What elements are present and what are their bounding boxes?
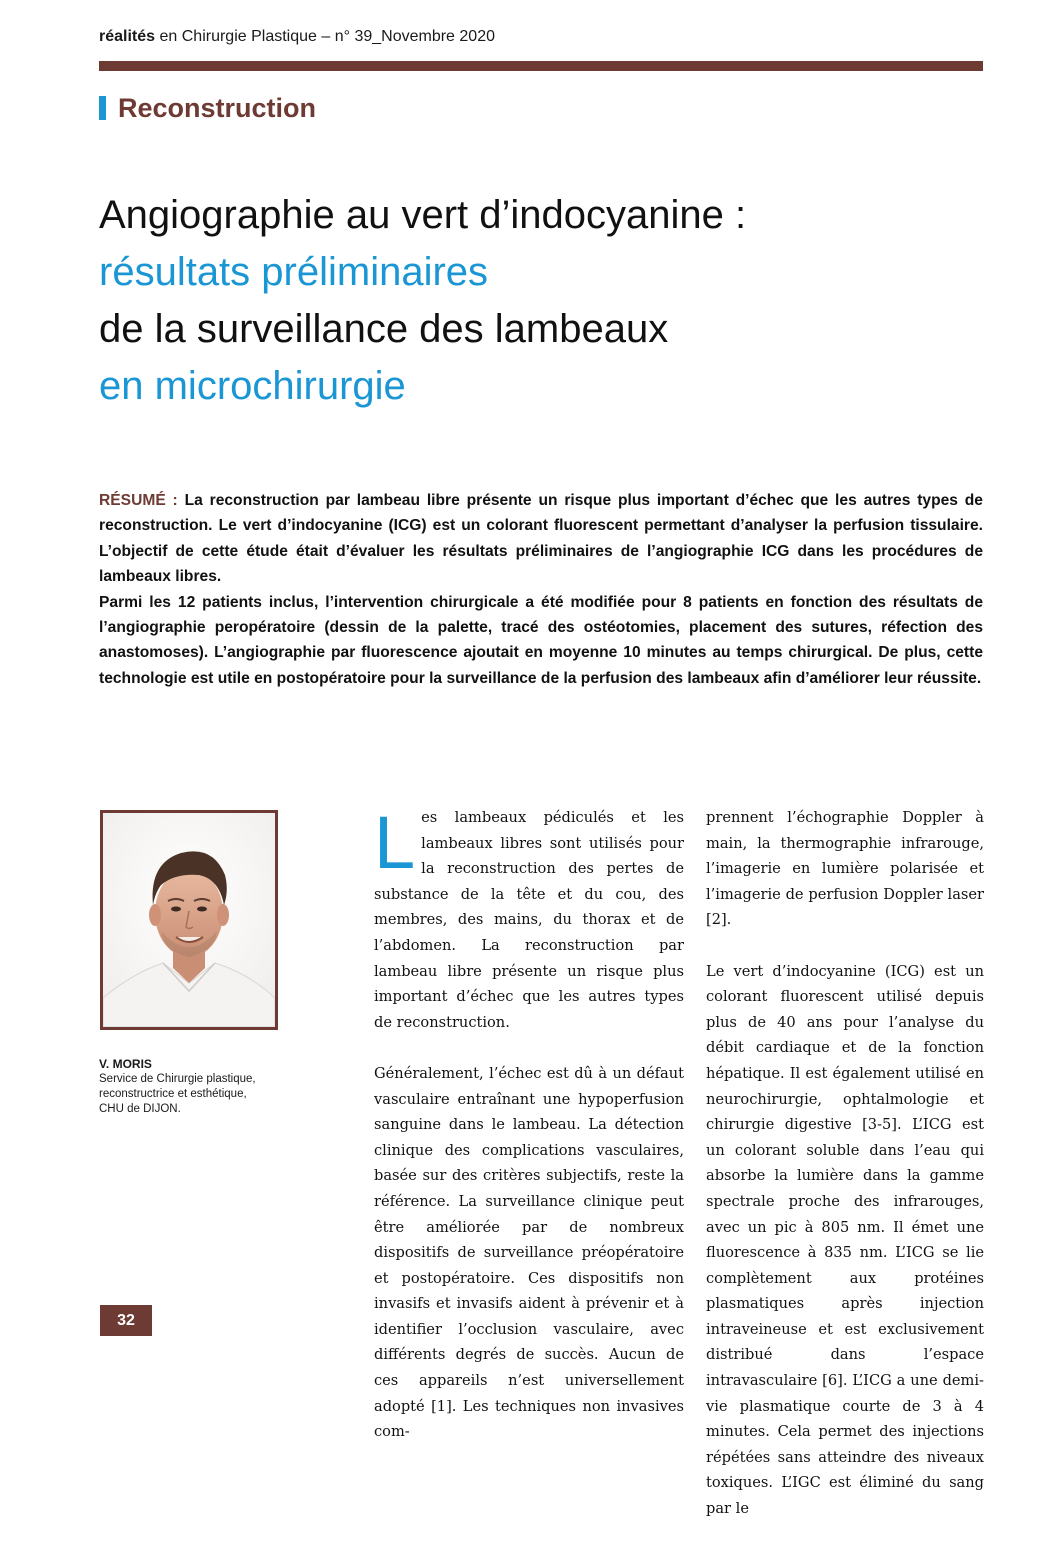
- author-name: V. MORIS: [99, 1057, 152, 1071]
- running-head: [99, 28, 495, 46]
- author-portrait-icon: [103, 813, 275, 1027]
- body-paragraph-text: es lambeaux pédiculés et les lambeaux libres sont utilisés pour la reconstruction des pertes de substance de la tête et du cou, des membres, des mains, du thorax et de l’abdomen. La reconstruction par lambeau libre présente un risque plus important d’échec que les autres types de reconstruction.: [374, 809, 684, 1031]
- drop-cap: L: [374, 801, 416, 884]
- abstract-paragraph-1: [99, 488, 983, 590]
- section-title: Reconstruction: [118, 92, 317, 123]
- body-column-right: [706, 805, 984, 1547]
- abstract-paragraph-2: Parmi les 12 patients inclus, l’intervention chirurgicale a été modifiée pour 8 patients en fonction des résultats de l’angiographie peropératoire (dessin de la palette, tracé des ostéotomies, placement des sutures, réfection des anastomoses). L’angiographie par fluorescence ajoutait en moyenne 10 minutes au temps chirurgical. De plus, cette technologie est utile en postopératoire pour la surveillance de la perfusion des lambeaux afin d’améliorer leur réussite.: [99, 593, 983, 687]
- header-rule: [99, 61, 983, 71]
- title-line-4: en microchirurgie: [99, 364, 406, 408]
- author-photo: [100, 810, 278, 1030]
- article-title: [99, 187, 746, 415]
- journal-issue: en Chirurgie Plastique – n° 39_Novembre 2020: [159, 28, 495, 45]
- title-line-3: de la surveillance des lambeaux: [99, 307, 669, 351]
- section-label: [99, 93, 316, 123]
- body-paragraph: prennent l’échographie Doppler à main, la thermographie infrarouge, l’imagerie en lumière polarisée et l’imagerie de perfusion Doppler laser [2].: [706, 809, 984, 929]
- title-line-2: résultats préliminaires: [99, 250, 489, 294]
- abstract: [99, 488, 983, 691]
- title-line-1: Angiographie au vert d’indocyanine :: [99, 193, 747, 237]
- author-affiliation-line: CHU de DIJON.: [99, 1103, 181, 1115]
- body-paragraph: Généralement, l’échec est dû à un défaut vasculaire entraînant une hypoperfusion sanguine dans le lambeau. La détection clinique des complications vasculaires, basée sur des critères subjectifs, reste la référence. La surveillance clinique peut être améliorée par de nombreux dispositifs de surveillance préopératoire et postopératoire. Ces dispositifs non invasifs et invasifs aident à prévenir et à identifier l’occlusion vasculaire, avec différents degrés de succès. Aucun de ces appareils n’est universellement adopté [1]. Les techniques non invasives com-: [374, 1064, 684, 1441]
- abstract-lead: RÉSUMÉ :: [99, 492, 178, 509]
- author-affiliation-line: reconstructrice et esthétique,: [99, 1088, 247, 1100]
- author-affiliation-line: Service de Chirurgie plastique,: [99, 1073, 256, 1085]
- section-marker: [99, 96, 106, 120]
- page-number: 32: [100, 1305, 152, 1336]
- body-paragraph: Le vert d’indocyanine (ICG) est un colorant fluorescent utilisé depuis plus de 40 ans pour l’analyse du débit cardiaque et de la fonction hépatique. Il est également utilisé en neurochirurgie, ophtalmologie et chirurgie digestive [3-5]. L’ICG est un colorant soluble dans l’eau qui absorbe la lumière dans la gamme spectrale proche des infrarouges, avec un pic à 805 nm. Il émet une fluorescence à 835 nm. L’ICG se lie complètement aux protéines plasmatiques après injection intraveineuse et est exclusivement distribué dans l’espace intravasculaire [6]. L’ICG a une demi-vie plasmatique courte de 3 à 4 minutes. Cela permet des injections répétées sans atteindre des niveaux toxiques. L’IGC est éliminé du sang par le: [706, 962, 984, 1518]
- abstract-text-1: La reconstruction par lambeau libre présente un risque plus important d’échec que les autres types de reconstruction. Le vert d’indocyanine (ICG) est un colorant fluorescent permettant d’analyser la perfusion tissulaire. L’objectif de cette étude était d’évaluer les résultats préliminaires de l’angiographie ICG dans les procédures de lambeaux libres.: [99, 492, 983, 586]
- body-column-middle: [374, 801, 684, 1470]
- body-paragraph: [374, 801, 684, 1035]
- author-caption: [99, 1057, 299, 1117]
- journal-brand: réalités: [99, 28, 156, 45]
